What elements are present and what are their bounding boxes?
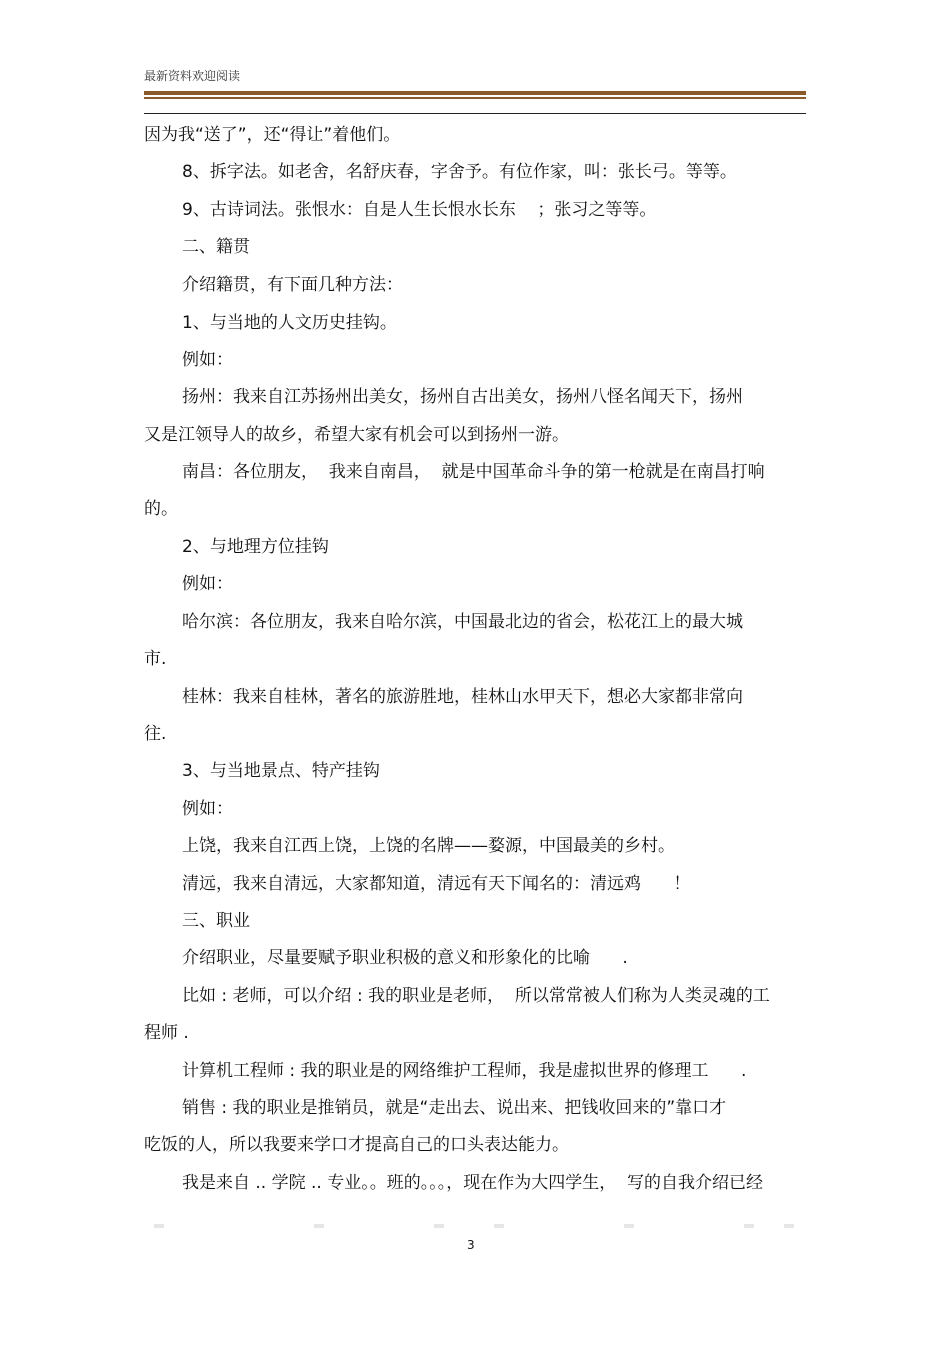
text-line: 市. — [144, 649, 167, 669]
text-line: 三、职业 — [182, 911, 250, 931]
text-line: 介绍籍贯，有下面几种方法： — [182, 275, 403, 295]
text-line: 我是来自 .. 学院 .. 专业。。班的。。。，现在作为大四学生， 写的自我介绍已经 — [182, 1173, 764, 1193]
text-line: 二、籍贯 — [182, 237, 250, 257]
text-line: 桂林：我来自桂林，著名的旅游胜地，桂林山水甲天下，想必大家都非常向 — [182, 687, 743, 707]
text-line: 扬州：我来自江苏扬州出美女，扬州自古出美女，扬州八怪名闻天下，扬州 — [182, 387, 743, 407]
text-line: 例如： — [182, 350, 233, 370]
text-line: 程师 . — [144, 1023, 189, 1043]
header-rule-thin — [144, 113, 806, 114]
text-line: 2、与地理方位挂钩 — [182, 537, 329, 557]
text-line: 上饶，我来自江西上饶，上饶的名牌——婺源，中国最美的乡村。 — [182, 836, 675, 856]
text-line: 例如： — [182, 799, 233, 819]
text-line: 例如： — [182, 574, 233, 594]
text-line: 8、拆字法。如老舍，名舒庆春，字舍予。有位作家，叫：张长弓。等等。 — [182, 162, 737, 182]
cut-off-text-fragments — [144, 1224, 804, 1230]
text-line: 的。 — [144, 499, 178, 519]
page-header-text: 最新资料欢迎阅读 — [144, 69, 241, 83]
text-line: 9、古诗词法。张恨水：自是人生长恨水长东 ；张习之等等。 — [182, 200, 657, 220]
text-line: 3、与当地景点、特产挂钩 — [182, 761, 380, 781]
header-rule-thick — [144, 91, 806, 95]
text-line: 比如 : 老师，可以介绍 : 我的职业是老师， 所以常常被人们称为人类灵魂的工 — [182, 986, 770, 1006]
text-line: 又是江领导人的故乡，希望大家有机会可以到扬州一游。 — [144, 425, 569, 445]
text-line: 介绍职业，尽量要赋予职业积极的意义和形象化的比喻 . — [182, 948, 628, 968]
text-line: 吃饭的人，所以我要来学口才提高自己的口头表达能力。 — [144, 1135, 569, 1155]
text-line: 南昌：各位朋友， 我来自南昌， 就是中国革命斗争的第一枪就是在南昌打响 — [182, 462, 765, 482]
text-line: 1、与当地的人文历史挂钩。 — [182, 313, 397, 333]
text-line: 计算机工程师 : 我的职业是的网络维护工程师，我是虚拟世界的修理工 . — [182, 1061, 747, 1081]
header-rule-mid — [144, 97, 806, 99]
page-number: 3 — [467, 1238, 475, 1252]
text-line: 往. — [144, 724, 167, 744]
text-line: 因为我“送了”，还“得让”着他们。 — [144, 125, 401, 145]
text-line: 清远，我来自清远，大家都知道，清远有天下闻名的：清远鸡 ！ — [182, 874, 691, 894]
text-line: 哈尔滨：各位朋友，我来自哈尔滨，中国最北边的省会，松花江上的最大城 — [182, 612, 743, 632]
text-line: 销售 : 我的职业是推销员，就是“走出去、说出来、把钱收回来的”靠口才 — [182, 1098, 727, 1118]
